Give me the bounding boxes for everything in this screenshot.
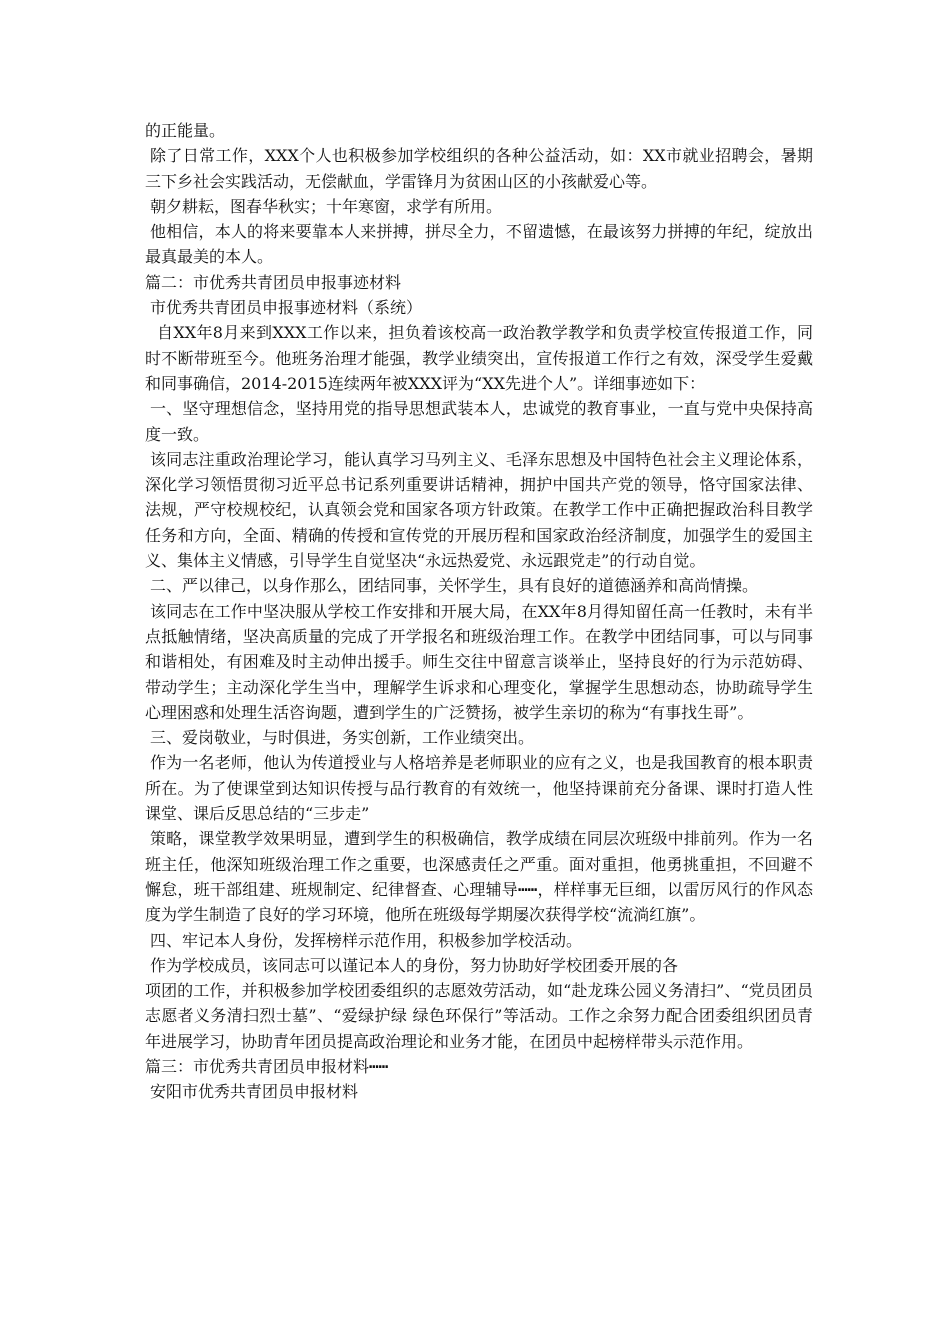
section-heading: 篇二：市优秀共青团员申报事迹材料 xyxy=(145,272,402,292)
document-title: 安阳市优秀共青团员申报材料 xyxy=(150,1082,359,1102)
paragraph: 朝夕耕耘，图春华秋实；十年寒窗，求学有所用。 xyxy=(150,196,503,216)
section-heading: 篇三：市优秀共青团员申报材料┅┅ xyxy=(145,1056,389,1076)
paragraph: 作为学校成员，该同志可以谨记本人的身份，努力协助好学校团委开展的各 xyxy=(150,955,679,975)
paragraph: 的正能量。 xyxy=(145,121,226,140)
numbered-heading: 四、牢记本人身份，发挥榜样示范作用，积极参加学校活动。 xyxy=(150,930,583,950)
paragraph: 自XX年8月来到XXX工作以来，担负着该校高一政治教学教学和负责学校宣传报道工作，同时不断带班至今。他班务治理才能强，教学业绩突出，宣传报道工作行之有效，深受学生爱戴和同事确信，2014-2015连续两年被XXX评为“XX先进个人”。详细事迹如下： xyxy=(145,323,813,393)
paragraph: 策略，课堂教学效果明显，遭到学生的积极确信，教学成绩在同层次班级中排前列。作为一名班主任，他深知班级治理工作之重要，也深感责任之严重。面对重担，他勇挑重担，不回避不懈怠，班干部组建、班规制定、纪律督查、心理辅导┅┅，样样事无巨细，以雷厉风行的作风态度为学生制造了良好的学习环境，他所在班级每学期屡次获得学校“流淌红旗”。 xyxy=(145,829,813,925)
numbered-heading: 二、严以律己，以身作那么，团结同事，关怀学生，具有良好的道德涵养和高尚情操。 xyxy=(150,576,759,596)
numbered-heading: 一、坚守理想信念，坚持用党的指导思想武装本人，忠诚党的教育事业，一直与党中央保持高度一致。 xyxy=(145,399,813,444)
paragraph: 作为一名老师，他认为传道授业与人格培养是老师职业的应有之义，也是我国教育的根本职责所在。为了使课堂到达知识传授与品行教育的有效统一，他坚持课前充分备课、课时打造人性课堂、课后反思总结的“三步走” xyxy=(145,753,813,824)
document-title: 市优秀共青团员申报事迹材料（系统） xyxy=(150,298,423,318)
paragraph: 除了日常工作，XXX个人也积极参加学校组织的各种公益活动，如：XX市就业招聘会，暑期三下乡社会实践活动，无偿献血，学雷锋月为贫困山区的小孩献爱心等。 xyxy=(145,146,813,191)
paragraph: 他相信，本人的将来要靠本人来拼搏，拼尽全力，不留遗憾，在最该努力拼搏的年纪，绽放出最真最美的本人。 xyxy=(145,222,813,267)
paragraph: 该同志在工作中坚决服从学校工作安排和开展大局，在XX年8月得知留任高一任教时，未有半点抵触情绪，坚决高质量的完成了开学报名和班级治理工作。在教学中团结同事，可以与同事和谐相处，有困难及时主动伸出援手。师生交往中留意言谈举止，坚持良好的行为示范妨碍、带动学生；主动深化学生当中，理解学生诉求和心理变化，掌握学生思想动态，协助疏导学生心理困惑和处理生活咨询题，遭到学生的广泛赞扬，被学生亲切的称为“有事找生哥”。 xyxy=(145,601,813,722)
paragraph: 项团的工作，并积极参加学校团委组织的志愿效劳活动，如“赴龙珠公园义务清扫”、“党员团员志愿者义务清扫烈士墓”、“爱绿护绿 绿色环保行”等活动。工作之余努力配合团委组织团员青年进展学习，协助青年团员提高政治理论和业务才能，在团员中起榜样带头示范作用。 xyxy=(145,981,813,1051)
numbered-heading: 三、爱岗敬业，与时俱进，务实创新，工作业绩突出。 xyxy=(150,728,535,748)
paragraph: 该同志注重政治理论学习，能认真学习马列主义、毛泽东思想及中国特色社会主义理论体系，深化学习领悟贯彻习近平总书记系列重要讲话精神，拥护中国共产党的领导，恪守国家法律、法规，严守校规校纪，认真领会党和国家各项方针政策。在教学工作中正确把握政治科目教学任务和方向，全面、精确的传授和宣传党的开展历程和国家政治经济制度，加强学生的爱国主义、集体主义情感，引导学生自觉坚决“永远热爱党、永远跟党走”的行动自觉。 xyxy=(145,449,813,571)
document-body xyxy=(145,118,813,1105)
